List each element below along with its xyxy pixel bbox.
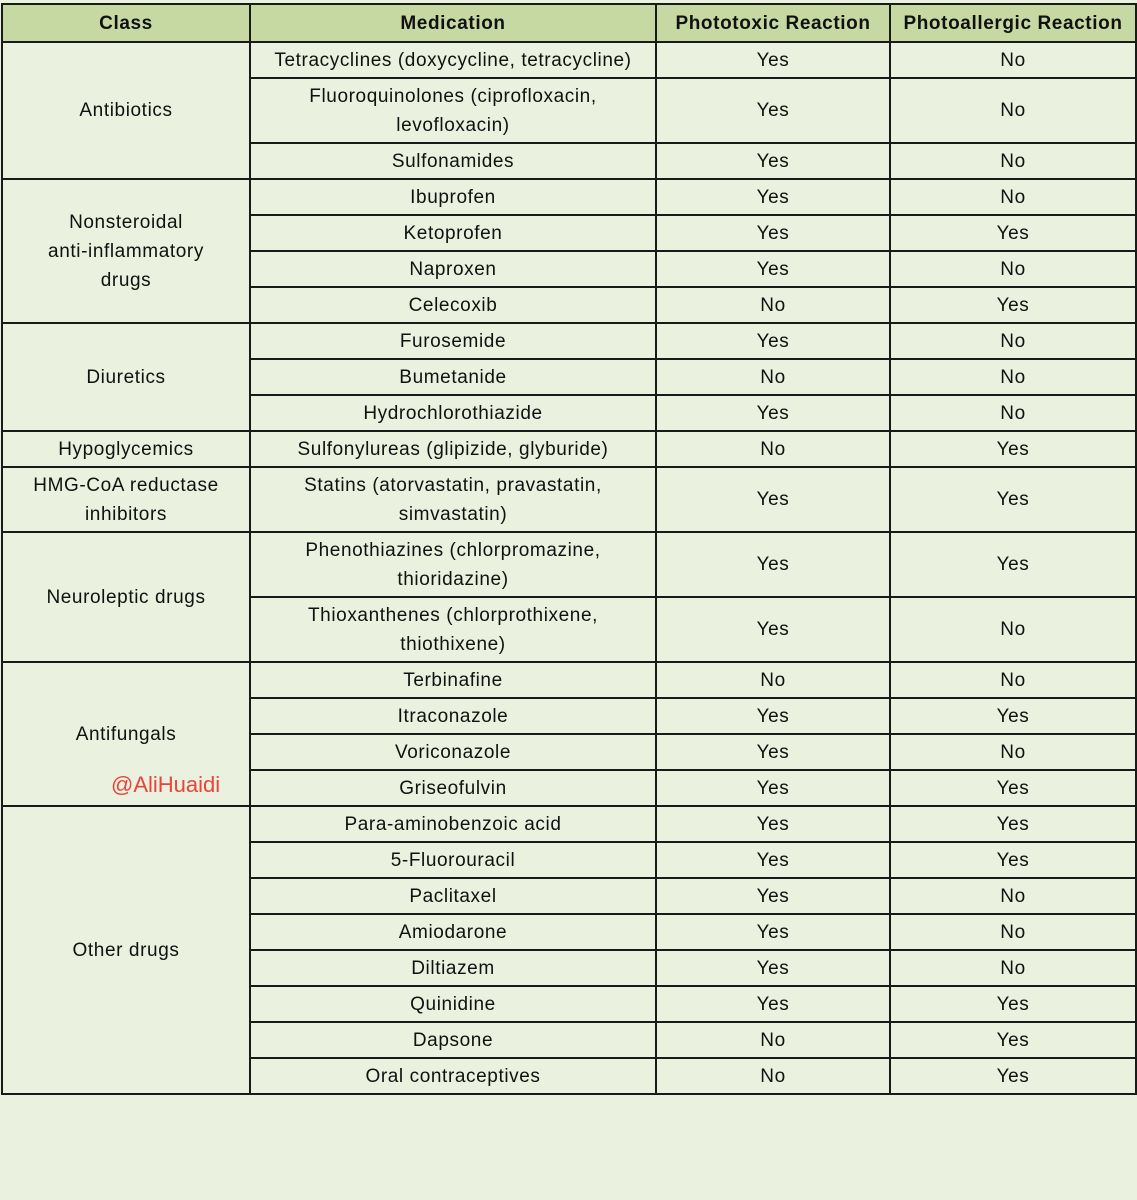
class-label: Diuretics <box>86 366 166 388</box>
class-cell <box>2 467 250 532</box>
medication-cell: Oral contraceptives <box>250 1058 656 1094</box>
medication-cell: Tetracyclines (doxycycline, tetracycline) <box>250 42 656 78</box>
table-row <box>2 323 1136 359</box>
phototoxic-cell: Yes <box>656 42 890 78</box>
class-cell <box>2 42 250 179</box>
medication-cell: Paclitaxel <box>250 878 656 914</box>
phototoxic-cell: Yes <box>656 323 890 359</box>
table-row <box>2 467 1136 532</box>
drug-photosensitivity-table <box>1 3 1137 1095</box>
watermark: @AliHuaidi <box>111 772 221 797</box>
photoallergic-cell: No <box>890 950 1136 986</box>
medication-cell: Terbinafine <box>250 662 656 698</box>
medication-cell: Sulfonylureas (glipizide, glyburide) <box>250 431 656 467</box>
class-cell <box>2 179 250 323</box>
medication-cell: Celecoxib <box>250 287 656 323</box>
header-class: Class <box>2 4 250 42</box>
phototoxic-cell: Yes <box>656 251 890 287</box>
photoallergic-cell: Yes <box>890 287 1136 323</box>
photoallergic-cell: Yes <box>890 986 1136 1022</box>
photoallergic-cell: Yes <box>890 467 1136 532</box>
photoallergic-cell: Yes <box>890 698 1136 734</box>
photoallergic-cell: No <box>890 42 1136 78</box>
phototoxic-cell: Yes <box>656 842 890 878</box>
class-cell <box>2 662 250 806</box>
photoallergic-cell: No <box>890 734 1136 770</box>
phototoxic-cell: Yes <box>656 734 890 770</box>
table-row <box>2 532 1136 597</box>
medication-cell: Amiodarone <box>250 914 656 950</box>
medication-cell: Griseofulvin <box>250 770 656 806</box>
phototoxic-cell: Yes <box>656 78 890 143</box>
medication-cell: Statins (atorvastatin, pravastatin, simvastatin) <box>250 467 656 532</box>
photoallergic-cell: No <box>890 323 1136 359</box>
photoallergic-cell: No <box>890 914 1136 950</box>
medication-cell: Hydrochlorothiazide <box>250 395 656 431</box>
photoallergic-cell: No <box>890 143 1136 179</box>
phototoxic-cell: Yes <box>656 467 890 532</box>
class-label: Neuroleptic drugs <box>46 586 206 608</box>
table-row <box>2 431 1136 467</box>
phototoxic-cell: No <box>656 1058 890 1094</box>
table-row <box>2 42 1136 78</box>
table-row <box>2 179 1136 215</box>
phototoxic-cell: Yes <box>656 986 890 1022</box>
medication-cell: Ketoprofen <box>250 215 656 251</box>
medication-cell: Bumetanide <box>250 359 656 395</box>
photoallergic-cell: Yes <box>890 215 1136 251</box>
header-row <box>2 4 1136 42</box>
medication-cell: 5-Fluorouracil <box>250 842 656 878</box>
photoallergic-cell: Yes <box>890 532 1136 597</box>
medication-cell: Quinidine <box>250 986 656 1022</box>
medication-cell: Itraconazole <box>250 698 656 734</box>
photoallergic-cell: Yes <box>890 431 1136 467</box>
medication-cell: Sulfonamides <box>250 143 656 179</box>
medication-cell: Thioxanthenes (chlorprothixene, thiothixene) <box>250 597 656 662</box>
photoallergic-cell: Yes <box>890 770 1136 806</box>
table-row <box>2 806 1136 842</box>
photoallergic-cell: No <box>890 662 1136 698</box>
phototoxic-cell: No <box>656 287 890 323</box>
class-label: Nonsteroidal anti-inflammatory drugs <box>48 211 204 291</box>
phototoxic-cell: Yes <box>656 179 890 215</box>
header-phototoxic: Phototoxic Reaction <box>656 4 890 42</box>
medication-cell: Fluoroquinolones (ciprofloxacin, levofloxacin) <box>250 78 656 143</box>
photoallergic-cell: Yes <box>890 1022 1136 1058</box>
medication-cell: Voriconazole <box>250 734 656 770</box>
header-photoallergic: Photoallergic Reaction <box>890 4 1136 42</box>
class-label: Antibiotics <box>79 100 173 121</box>
photoallergic-cell: No <box>890 78 1136 143</box>
medication-cell: Furosemide <box>250 323 656 359</box>
photoallergic-cell: No <box>890 597 1136 662</box>
phototoxic-cell: Yes <box>656 914 890 950</box>
medication-cell: Naproxen <box>250 251 656 287</box>
phototoxic-cell: Yes <box>656 597 890 662</box>
photoallergic-cell: No <box>890 251 1136 287</box>
medication-cell: Para-aminobenzoic acid <box>250 806 656 842</box>
phototoxic-cell: Yes <box>656 698 890 734</box>
class-cell <box>2 431 250 467</box>
class-cell <box>2 806 250 1094</box>
phototoxic-cell: Yes <box>656 532 890 597</box>
class-label: Antifungals <box>75 723 177 745</box>
phototoxic-cell: No <box>656 662 890 698</box>
table-row <box>2 662 1136 698</box>
phototoxic-cell: No <box>656 359 890 395</box>
phototoxic-cell: Yes <box>656 806 890 842</box>
class-label: Other drugs <box>72 939 180 961</box>
class-cell <box>2 323 250 431</box>
photoallergic-cell: Yes <box>890 1058 1136 1094</box>
phototoxic-cell: Yes <box>656 770 890 806</box>
photoallergic-cell: No <box>890 878 1136 914</box>
medication-cell: Diltiazem <box>250 950 656 986</box>
phototoxic-cell: No <box>656 1022 890 1058</box>
phototoxic-cell: Yes <box>656 950 890 986</box>
photoallergic-cell: Yes <box>890 842 1136 878</box>
header-medication: Medication <box>250 4 656 42</box>
phototoxic-cell: Yes <box>656 395 890 431</box>
photoallergic-cell: No <box>890 395 1136 431</box>
photoallergic-cell: No <box>890 359 1136 395</box>
class-label: Hypoglycemics <box>58 438 194 460</box>
phototoxic-cell: Yes <box>656 215 890 251</box>
phototoxic-cell: Yes <box>656 143 890 179</box>
class-label: HMG-CoA reductase inhibitors <box>33 474 219 525</box>
photoallergic-cell: Yes <box>890 806 1136 842</box>
photoallergic-cell: No <box>890 179 1136 215</box>
class-cell <box>2 532 250 662</box>
medication-cell: Phenothiazines (chlorpromazine, thioridazine) <box>250 532 656 597</box>
phototoxic-cell: Yes <box>656 878 890 914</box>
phototoxic-cell: No <box>656 431 890 467</box>
medication-cell: Ibuprofen <box>250 179 656 215</box>
medication-cell: Dapsone <box>250 1022 656 1058</box>
